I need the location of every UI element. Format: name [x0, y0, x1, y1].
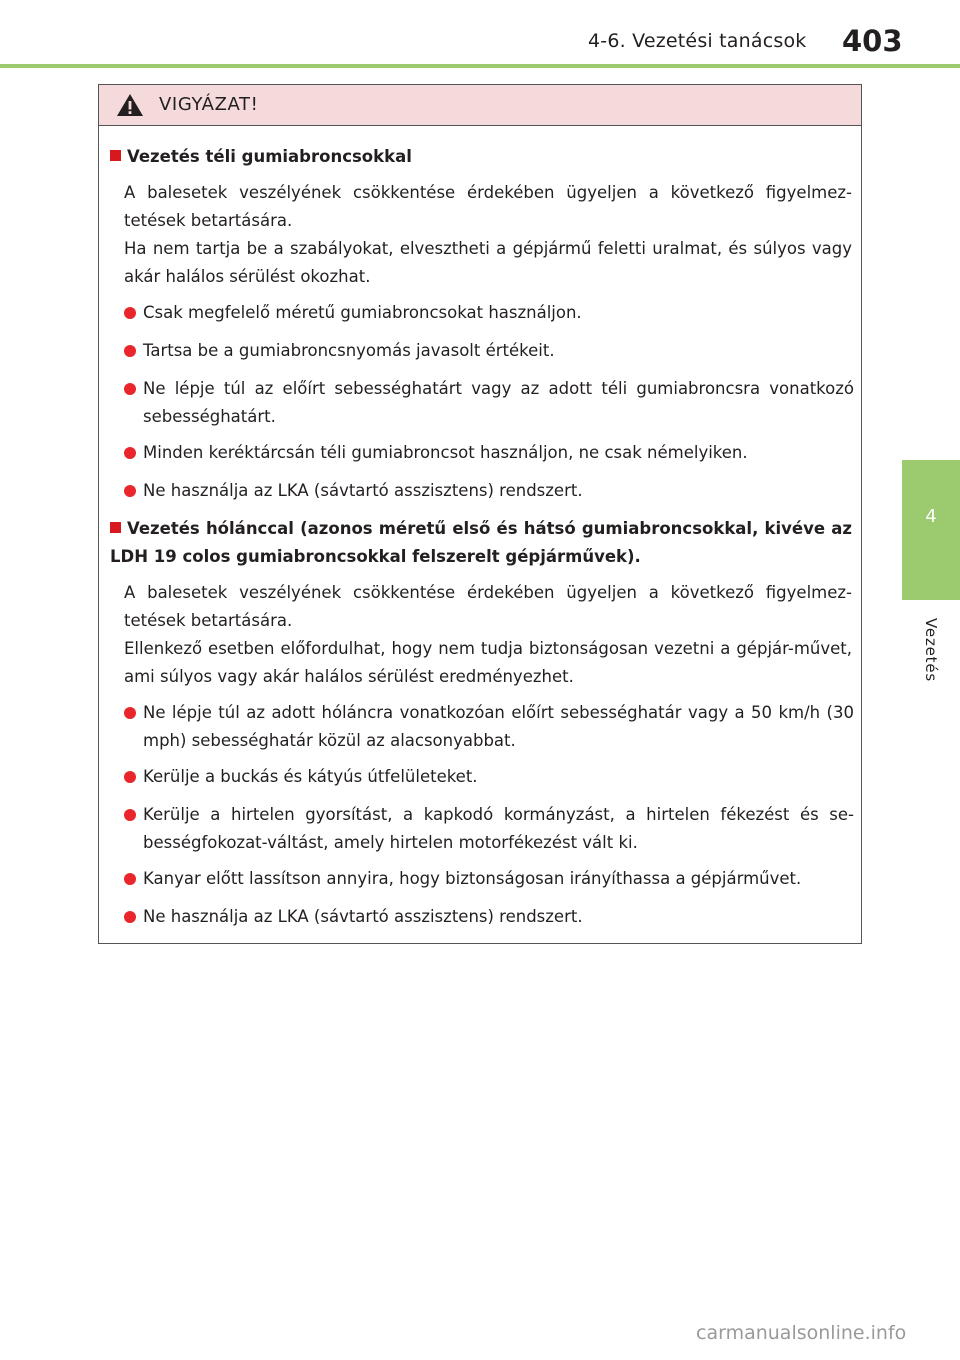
list-item: Csak megfelelő méretű gumiabroncsokat használjon.: [124, 299, 854, 327]
chapter-tab-number: 4: [925, 506, 937, 527]
warning-title: VIGYÁZAT!: [159, 94, 259, 115]
bullet-dot-icon: [124, 809, 136, 821]
bullet-dot-icon: [124, 707, 136, 719]
square-bullet-icon: [110, 150, 121, 161]
list-item: Ne használja az LKA (sávtartó asszisztens) rendszert.: [124, 477, 854, 505]
paragraph: Ellenkező esetben előfordulhat, hogy nem tudja biztonságosan vezetni a gépjár-művet, ami súlyos vagy akár halálos sérülést eredményezhet.: [124, 639, 852, 686]
bullet-dot-icon: [124, 771, 136, 783]
warning-header: [99, 85, 861, 126]
chapter-label: [921, 610, 941, 690]
bullet-dot-icon: [124, 873, 136, 885]
list-item: Ne lépje túl az előírt sebességhatárt vagy az adott téli gumiabroncsra vonatkozó sebességhatárt.: [124, 375, 854, 431]
page-number: 403: [842, 24, 903, 58]
bullet-dot-icon: [124, 447, 136, 459]
bullet-dot-icon: [124, 911, 136, 923]
chapter-tab[interactable]: [902, 460, 960, 600]
warning-box: [98, 84, 862, 944]
section-heading: Vezetés téli gumiabroncsokkal: [110, 143, 852, 171]
chapter-label-text: Vezetés: [922, 618, 940, 682]
section-heading: Vezetés hólánccal (azonos méretű első és hátsó gumiabroncsokkal, kivéve az LDH 19 colos gumiabroncsokkal felszerelt gépjárművek).: [110, 519, 852, 566]
watermark: carmanualsonline.info: [696, 1322, 907, 1344]
bullet-dot-icon: [124, 307, 136, 319]
list-item: Kerülje a buckás és kátyús útfelületeket.: [124, 763, 854, 791]
list-item: Ne lépje túl az adott hóláncra vonatkozóan előírt sebességhatár vagy a 50 km/h (30 mph) sebességhatár közül az alacsonyabbat.: [124, 699, 854, 755]
warning-triangle-icon: [116, 93, 144, 117]
list-item: Kerülje a hirtelen gyorsítást, a kapkodó kormányzást, a hirtelen fékezést és se-bességfokozat-váltást, amely hirtelen motorfékezést vált ki.: [124, 801, 854, 857]
list-item: Kanyar előtt lassítson annyira, hogy biztonságosan irányíthassa a gépjárművet.: [124, 865, 854, 893]
list-item: Ne használja az LKA (sávtartó asszisztens) rendszert.: [124, 903, 854, 931]
bullet-dot-icon: [124, 485, 136, 497]
paragraph: Ha nem tartja be a szabályokat, elvesztheti a gépjármű feletti uralmat, és súlyos vagy akár halálos sérülést okozhat.: [124, 239, 852, 286]
list-item: Minden keréktárcsán téli gumiabroncsot használjon, ne csak némelyiken.: [124, 439, 854, 467]
bullet-dot-icon: [124, 383, 136, 395]
header-rule: [0, 64, 960, 68]
bullet-dot-icon: [124, 345, 136, 357]
paragraph: A balesetek veszélyének csökkentése érdekében ügyeljen a következő figyelmez-tetések betartására.: [124, 183, 852, 230]
paragraph: A balesetek veszélyének csökkentése érdekében ügyeljen a következő figyelmez-tetések betartására.: [124, 583, 852, 630]
list-item: Tartsa be a gumiabroncsnyomás javasolt értékeit.: [124, 337, 854, 365]
square-bullet-icon: [110, 522, 121, 533]
section-title: 4-6. Vezetési tanácsok: [588, 30, 807, 52]
